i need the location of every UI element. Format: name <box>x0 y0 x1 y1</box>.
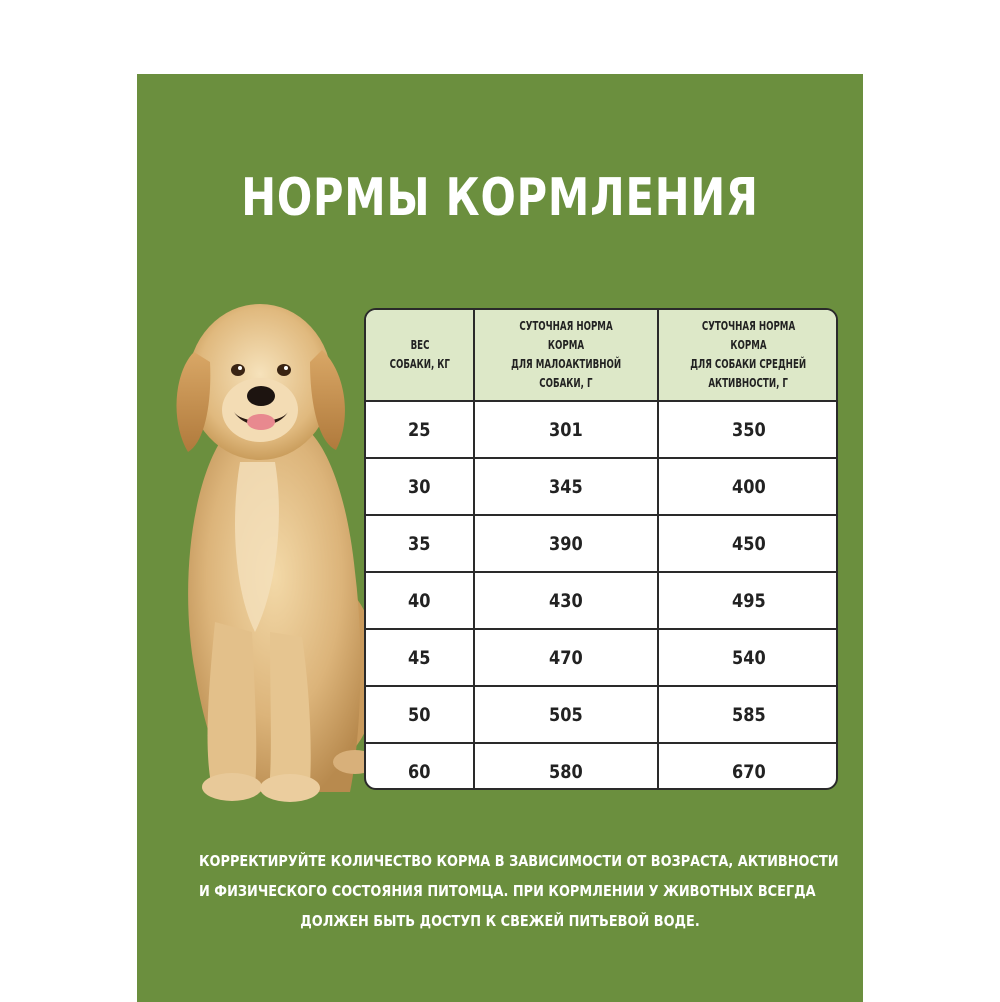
table-header-row <box>366 310 838 401</box>
header-line: СУТОЧНАЯ НОРМА КОРМА <box>519 319 613 352</box>
cell-medium-activity: 495 <box>658 572 838 629</box>
cell-weight: 40 <box>366 572 474 629</box>
table-row <box>366 515 838 572</box>
table-row <box>366 686 838 743</box>
cell-low-activity: 470 <box>474 629 658 686</box>
header-line: ДЛЯ МАЛОАКТИВНОЙ <box>510 357 621 371</box>
table-row <box>366 743 838 790</box>
table-row <box>366 572 838 629</box>
header-weight <box>366 310 474 401</box>
cell-medium-activity: 540 <box>658 629 838 686</box>
header-line: ДЛЯ СОБАКИ СРЕДНЕЙ <box>690 357 807 371</box>
cell-low-activity: 430 <box>474 572 658 629</box>
header-line: СУТОЧНАЯ НОРМА КОРМА <box>701 319 796 352</box>
cell-low-activity: 580 <box>474 743 658 790</box>
dog-image <box>160 292 380 812</box>
feeding-table-grid <box>366 310 838 790</box>
table-row <box>366 629 838 686</box>
cell-medium-activity: 450 <box>658 515 838 572</box>
note-line: ДОЛЖЕН БЫТЬ ДОСТУП К СВЕЖЕЙ ПИТЬЕВОЙ ВОДЕ. <box>300 912 700 930</box>
cell-low-activity: 505 <box>474 686 658 743</box>
feeding-table <box>364 308 838 790</box>
cell-low-activity: 390 <box>474 515 658 572</box>
cell-weight: 45 <box>366 629 474 686</box>
header-line: ВЕС <box>410 338 429 352</box>
table-row <box>366 401 838 458</box>
header-low-activity <box>474 310 658 401</box>
feeding-note <box>150 846 850 936</box>
cell-weight: 25 <box>366 401 474 458</box>
header-line: АКТИВНОСТИ, Г <box>708 376 789 390</box>
note-line: КОРРЕКТИРУЙТЕ КОЛИЧЕСТВО КОРМА В ЗАВИСИМОСТИ ОТ ВОЗРАСТА, АКТИВНОСТИ <box>199 852 839 870</box>
cell-medium-activity: 670 <box>658 743 838 790</box>
cell-medium-activity: 400 <box>658 458 838 515</box>
header-line: СОБАКИ, КГ <box>389 357 450 371</box>
cell-weight: 60 <box>366 743 474 790</box>
header-line: СОБАКИ, Г <box>539 376 593 390</box>
cell-low-activity: 301 <box>474 401 658 458</box>
cell-low-activity: 345 <box>474 458 658 515</box>
cell-weight: 35 <box>366 515 474 572</box>
cell-weight: 50 <box>366 686 474 743</box>
page-title: НОРМЫ КОРМЛЕНИЯ <box>241 168 759 228</box>
table-row <box>366 458 838 515</box>
header-medium-activity <box>658 310 838 401</box>
cell-weight: 30 <box>366 458 474 515</box>
note-line: И ФИЗИЧЕСКОГО СОСТОЯНИЯ ПИТОМЦА. ПРИ КОРМЛЕНИИ У ЖИВОТНЫХ ВСЕГДА <box>199 882 816 900</box>
cell-medium-activity: 585 <box>658 686 838 743</box>
cell-medium-activity: 350 <box>658 401 838 458</box>
